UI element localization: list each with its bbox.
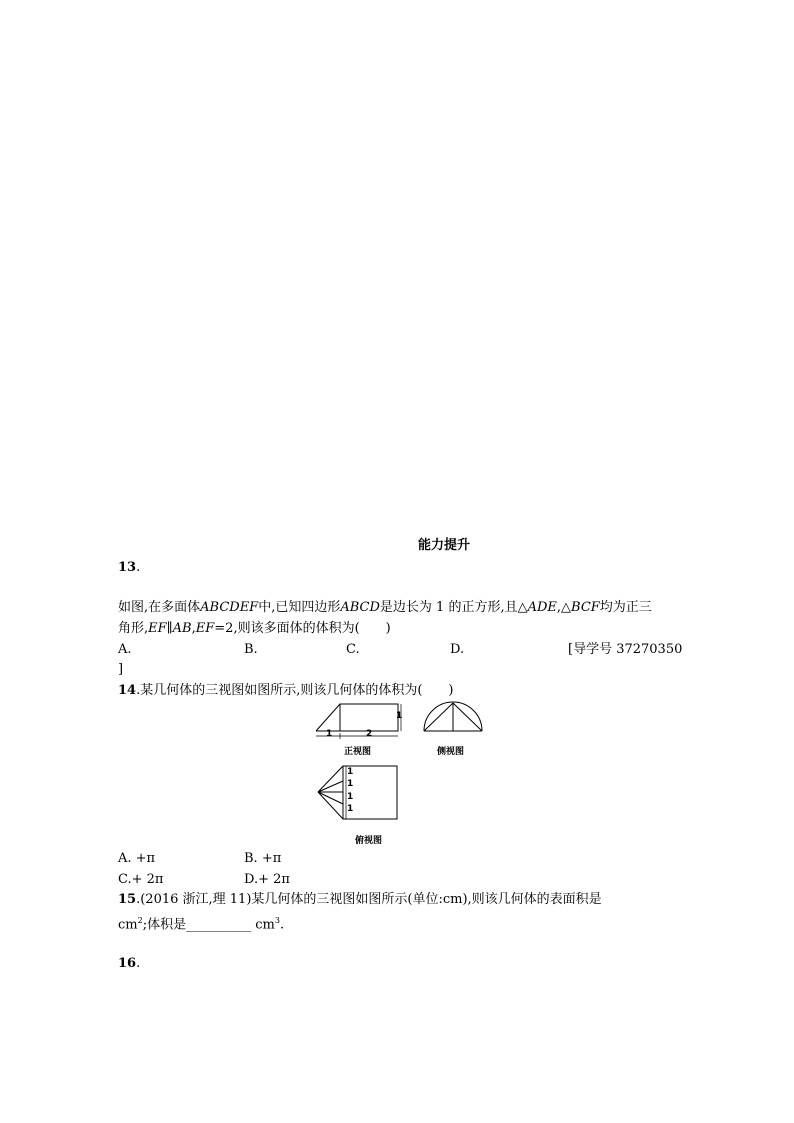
q13-text-f: 角形, <box>118 621 149 636</box>
front-dim-2: 2 <box>366 729 373 739</box>
q14-option-b[interactable]: B. +π <box>244 851 282 866</box>
front-view-caption: 正视图 <box>344 747 372 757</box>
front-view-rect <box>340 704 398 731</box>
q13-text-c: 是边长为 1 的正方形,且△ <box>379 600 528 615</box>
q13-text-e: 均为正三 <box>599 600 652 615</box>
q13-text-b: 中,已知四边形 <box>258 600 341 615</box>
q15-volume-label: ;体积是 <box>142 917 187 933</box>
q13-text-g: , <box>191 621 196 636</box>
q15-unit1: cm <box>118 917 138 933</box>
q13-quad: ABCD <box>340 600 380 615</box>
q13-option-c[interactable]: C. <box>346 642 360 657</box>
q13-parallel: ∥ <box>166 621 173 636</box>
q16-dot: . <box>136 956 141 971</box>
side-view <box>424 702 482 731</box>
q14-option-a[interactable]: A. +π <box>118 851 156 866</box>
q13-ab: AB <box>172 621 192 636</box>
top-view <box>318 766 397 819</box>
q13-tri2: BCF <box>571 600 600 615</box>
front-dim-h: 1 <box>396 711 403 721</box>
q13-option-d[interactable]: D. <box>450 642 465 657</box>
q15-sup1: 2 <box>137 916 143 925</box>
q13-text-a: 如图,在多面体 <box>118 600 201 615</box>
side-view-left-edge <box>424 703 453 731</box>
q13-text-h: =2,则该多面体的体积为( ) <box>214 621 391 636</box>
top-view-slant-bottom <box>318 792 343 819</box>
q13-option-b[interactable]: B. <box>244 642 258 657</box>
top-view-slant-top <box>318 766 343 792</box>
top-view-caption: 俯视图 <box>355 836 383 846</box>
top-dim-4: 1 <box>347 804 354 814</box>
q14-option-d[interactable]: D.+ 2π <box>244 872 290 887</box>
q15-period: . <box>279 917 285 933</box>
q13-guide-number: [导学号 37270350 <box>568 642 683 657</box>
q13-ef2: EF <box>195 621 215 636</box>
q15-unit2: cm <box>251 917 275 933</box>
side-view-right-edge <box>453 703 482 731</box>
q13-number-text: 13 <box>118 560 137 575</box>
q13-guide-close: ] <box>118 662 124 677</box>
q15-blank[interactable]: __________ <box>186 917 252 933</box>
q13-text-d: ,△ <box>556 600 572 615</box>
q13-tri1: ADE <box>527 600 557 615</box>
front-view-slant <box>316 704 340 731</box>
section-title: 能力提升 <box>418 538 471 553</box>
q14-option-c[interactable]: C.+ 2π <box>118 872 164 887</box>
q16-number-text: 16 <box>118 956 137 971</box>
q14-number: 14 <box>118 683 137 698</box>
top-view-inner-top <box>318 781 343 792</box>
q13-dot: . <box>136 560 141 575</box>
q15-text: .(2016 浙江,理 11)某几何体的三视图如图所示(单位:cm),则该几何体的表面积是 <box>136 892 602 907</box>
top-dim-2: 1 <box>347 779 354 789</box>
q15-sup2: 3 <box>274 916 280 925</box>
q15-line2 <box>118 913 284 933</box>
q14-text: .某几何体的三视图如图所示,则该几何体的体积为( ) <box>136 683 454 698</box>
q15-number: 15 <box>118 892 137 907</box>
q13-option-a[interactable]: A. <box>118 642 132 657</box>
top-dim-3: 1 <box>347 792 354 802</box>
side-view-caption: 侧视图 <box>437 747 465 757</box>
top-dim-1: 1 <box>347 767 354 777</box>
q16-number <box>118 956 140 972</box>
q13-ef: EF <box>148 621 167 636</box>
top-view-inner-bottom <box>318 792 343 804</box>
q13-polyhedron: ABCDEF <box>200 600 259 615</box>
front-dim-1: 1 <box>326 729 333 739</box>
q15-line1 <box>118 892 602 908</box>
